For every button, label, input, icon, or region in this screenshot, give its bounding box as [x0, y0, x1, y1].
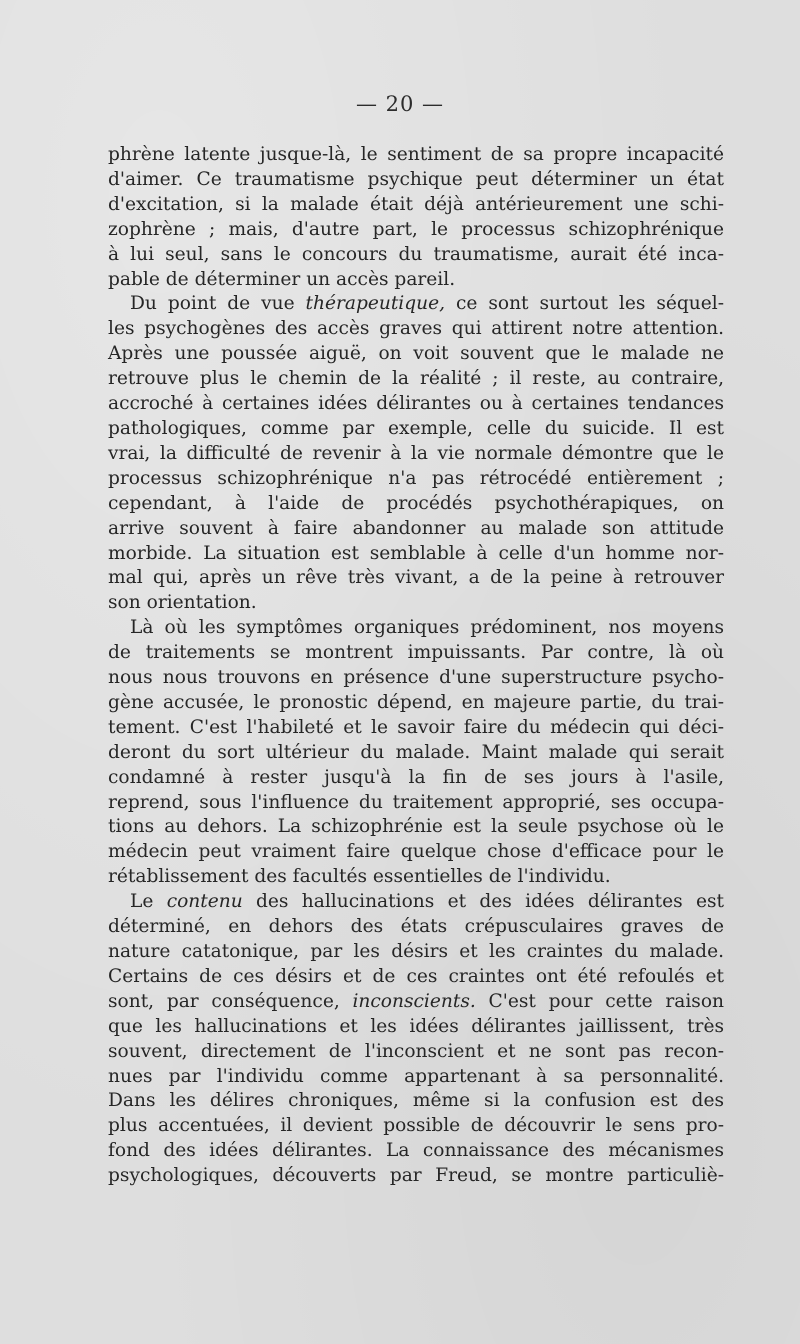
text-fragment: des hallucinations et des idées délirantes est — [242, 891, 724, 913]
page-number: — 20 — — [355, 92, 445, 116]
text-line: souvent, directement de l'inconscient et ne sont pas recon- — [108, 1040, 724, 1062]
text-line-italic-mixed — [108, 990, 724, 1015]
text-line-italic-mixed — [108, 890, 724, 915]
text-line: arrive souvent à faire abandonner au malade son attitude — [108, 517, 724, 539]
text-line: retrouve plus le chemin de la réalité ; il reste, au contraire, — [108, 368, 724, 390]
text-line: nues par l'individu comme appartenant à sa personnalité. — [108, 1065, 724, 1087]
text-line: nous nous trouvons en présence d'une superstructure psycho- — [108, 667, 724, 689]
text-line: pable de déterminer un accès pareil. — [108, 268, 456, 290]
text-line: mal qui, après un rêve très vivant, a de la peine à retrouver — [108, 567, 724, 589]
italic-therapeutique: thérapeutique, — [305, 293, 446, 315]
text-line: déterminé, en dehors des états crépusculaires graves de — [108, 916, 724, 938]
text-line: accroché à certaines idées délirantes ou à certaines tendances — [108, 393, 724, 415]
text-line: morbide. La situation est semblable à celle d'un homme nor- — [108, 542, 724, 564]
text-line: médecin peut vraiment faire quelque chose d'efficace pour le — [108, 841, 724, 863]
text-line: phrène latente jusque-là, le sentiment de sa propre incapacité — [108, 144, 724, 165]
text-line: tions au dehors. La schizophrénie est la seule psychose où le — [108, 816, 724, 838]
text-line: son orientation. — [108, 592, 257, 614]
text-line-italic-mixed — [108, 292, 724, 317]
text-fragment: Le — [130, 891, 167, 913]
text-line: gène accusée, le pronostic dépend, en majeure partie, du trai- — [108, 691, 724, 713]
text-line: que les hallucinations et les idées délirantes jaillissent, très — [108, 1015, 724, 1037]
text-line: fond des idées délirantes. La connaissance des mécanismes — [108, 1140, 724, 1162]
text-line: processus schizophrénique n'a pas rétrocédé entièrement ; — [108, 467, 724, 489]
italic-inconscients: inconscients. — [352, 990, 476, 1012]
text-line: Après une poussée aiguë, on voit souvent que le malade ne — [108, 343, 724, 365]
text-line: deront du sort ultérieur du malade. Maint malade qui serait — [108, 741, 724, 763]
text-fragment: ce sont surtout les séquel- — [445, 293, 724, 315]
text-line: plus accentuées, il devient possible de découvrir le sens pro- — [108, 1115, 724, 1137]
text-line: tement. C'est l'habileté et le savoir faire du médecin qui déci- — [108, 716, 724, 738]
text-line: reprend, sous l'influence du traitement approprié, ses occupa- — [108, 791, 724, 813]
text-line: condamné à rester jusqu'à la fin de ses jours à l'asile, — [108, 766, 724, 788]
text-line: les psychogènes des accès graves qui attirent notre attention. — [108, 318, 724, 340]
text-fragment: Du point de vue — [130, 293, 306, 315]
text-line: pathologiques, comme par exemple, celle du suicide. Il est — [108, 417, 724, 439]
text-line: zophrène ; mais, d'autre part, le processus schizophrénique — [108, 218, 724, 240]
body-text — [108, 143, 724, 1189]
text-line: nature catatonique, par les désirs et les craintes du malade. — [108, 941, 724, 962]
text-line: rétablissement des facultés essentielles de l'individu. — [108, 866, 611, 888]
text-line: d'aimer. Ce traumatisme psychique peut déterminer un état — [108, 168, 724, 190]
text-line: à lui seul, sans le concours du traumatisme, aurait été inca- — [108, 243, 724, 265]
italic-contenu: contenu — [166, 891, 243, 913]
text-line: cependant, à l'aide de procédés psychothérapiques, on — [108, 492, 724, 514]
text-line: vrai, la difficulté de revenir à la vie normale démontre que le — [108, 442, 724, 464]
text-line: Là où les symptômes organiques prédominent, nos moyens — [130, 617, 724, 639]
text-line: de traitements se montrent impuissants. Par contre, là où — [108, 642, 724, 664]
text-line: Dans les délires chroniques, même si la confusion est des — [108, 1090, 724, 1112]
text-line: d'excitation, si la malade était déjà antérieurement une schi- — [108, 193, 724, 215]
text-fragment: C'est pour cette raison — [475, 990, 724, 1012]
text-fragment: sont, par conséquence, — [108, 990, 353, 1012]
text-line: psychologiques, découverts par Freud, se montre particuliè- — [108, 1165, 724, 1187]
text-line: Certains de ces désirs et de ces craintes ont été refoulés et — [108, 965, 724, 987]
